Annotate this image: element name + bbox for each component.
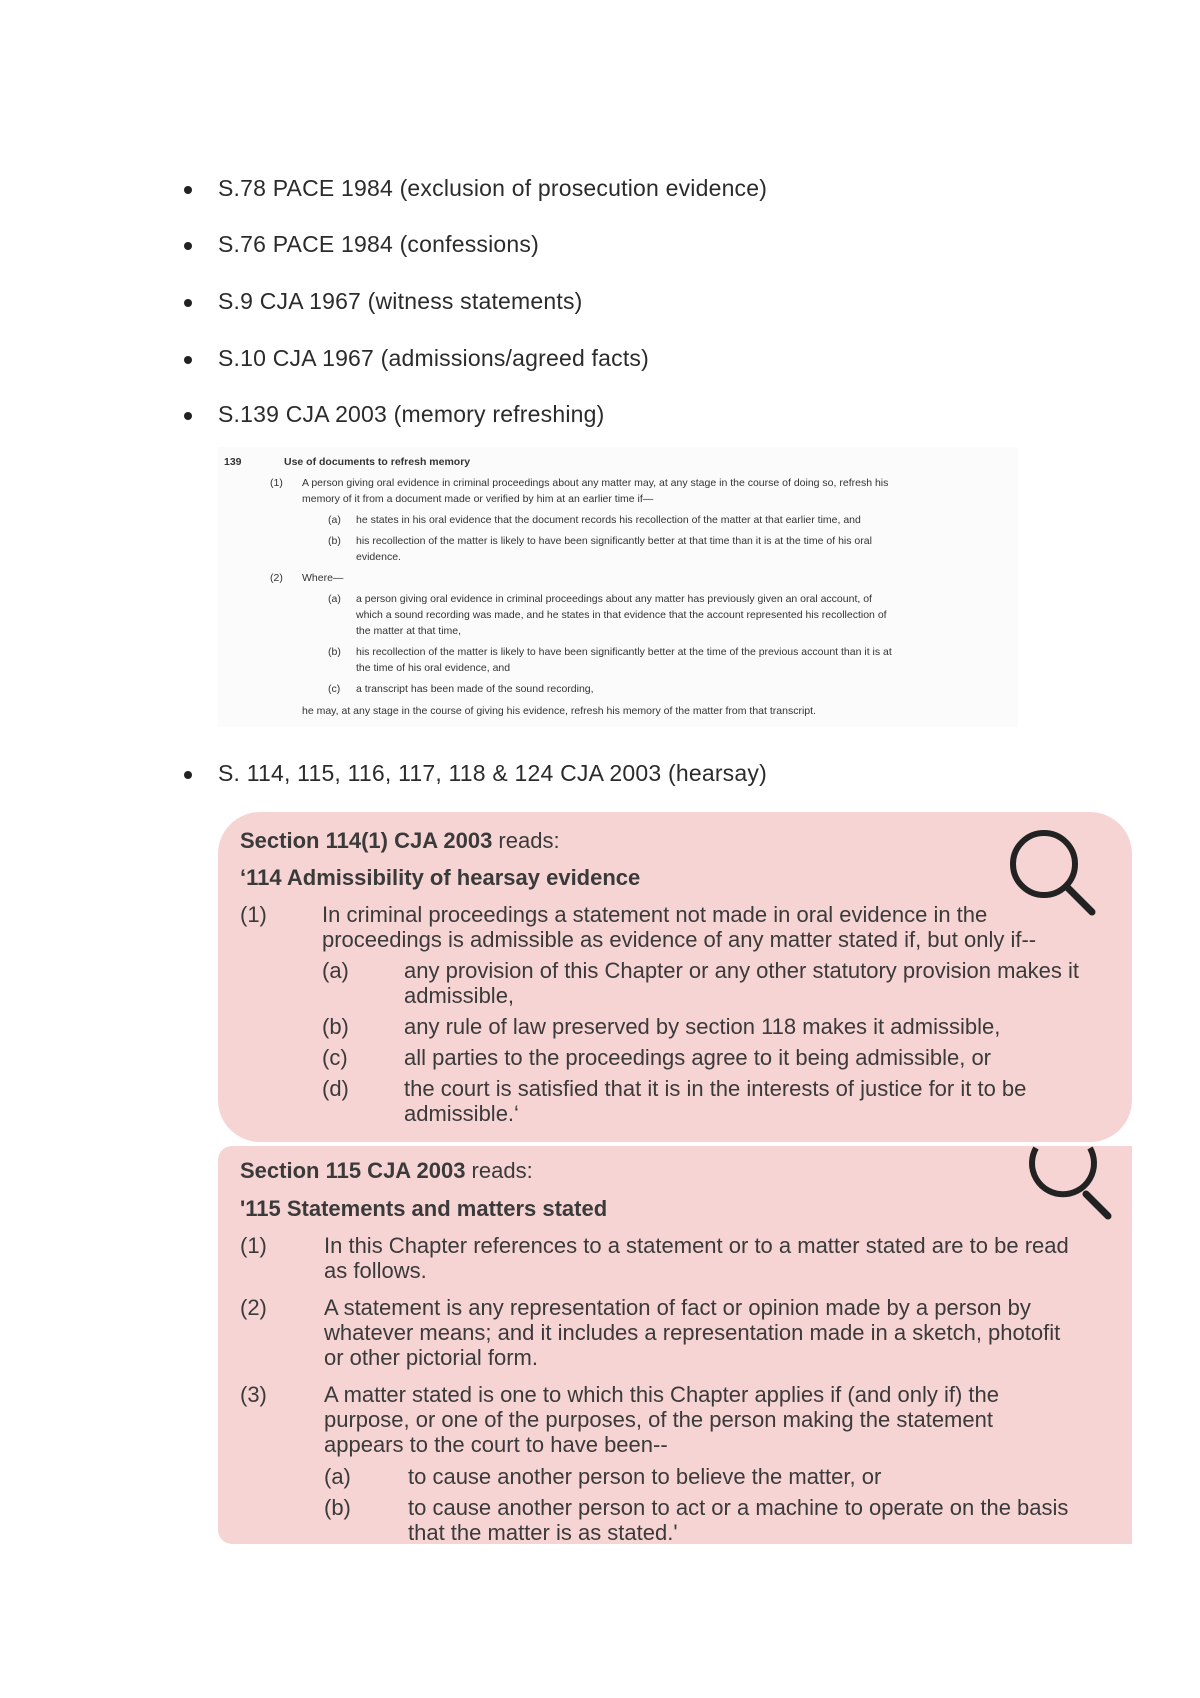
sub-text: the court is satisfied that it is in the interests of justice for it to be xyxy=(404,1076,1027,1101)
sub-text: which a sound recording was made, and he states in that evidence that the account represented his recollection of xyxy=(356,609,887,621)
list-item xyxy=(218,345,649,372)
para-text: A person giving oral evidence in criminal proceedings about any matter may, at any stage in the course of doing so, refresh his xyxy=(302,477,889,489)
sub-text: admissible, xyxy=(404,983,515,1008)
sub-text: any rule of law preserved by section 118 makes it admissible, xyxy=(404,1014,1001,1039)
bullet-dot xyxy=(184,412,192,420)
list-item xyxy=(218,231,539,258)
sub-number: (d) xyxy=(322,1076,349,1101)
para-text: or other pictorial form. xyxy=(324,1345,538,1370)
bullet-text: S.139 CJA 2003 (memory refreshing) xyxy=(218,401,605,427)
box-title: '115 Statements and matters stated xyxy=(240,1196,608,1221)
sub-text: that the matter is as stated.' xyxy=(408,1520,678,1545)
para-number: (2) xyxy=(240,1295,267,1320)
box-title: ‘114 Admissibility of hearsay evidence xyxy=(240,865,641,890)
section-115-box xyxy=(218,1146,1132,1544)
closing-text: he may, at any stage in the course of giving his evidence, refresh his memory of the matter from that transcript. xyxy=(302,705,816,717)
intro-rest: reads: xyxy=(465,1158,533,1183)
para-text: as follows. xyxy=(324,1258,427,1283)
box-intro xyxy=(240,1158,533,1183)
para-text: appears to the court to have been-- xyxy=(324,1432,668,1457)
section-114-box xyxy=(218,812,1132,1142)
sub-text: a transcript has been made of the sound recording, xyxy=(356,683,594,695)
sub-number: (b) xyxy=(328,535,341,547)
bullet-dot xyxy=(184,299,192,307)
section-heading: Use of documents to refresh memory xyxy=(284,456,471,468)
bullet-text: S.78 PACE 1984 (exclusion of prosecution evidence) xyxy=(218,175,768,201)
sub-text: the time of his oral evidence, and xyxy=(356,662,511,674)
para-text: memory of it from a document made or verified by him at an earlier time if— xyxy=(302,493,654,505)
sub-text: to cause another person to act or a machine to operate on the basis xyxy=(408,1495,1069,1520)
bullet-dot xyxy=(184,771,192,779)
sub-number: (b) xyxy=(322,1014,349,1039)
sub-text: evidence. xyxy=(356,551,401,563)
list-item xyxy=(218,401,604,428)
section-139-excerpt xyxy=(218,447,1018,727)
para-text: A matter stated is one to which this Chapter applies if (and only if) the xyxy=(324,1382,1000,1407)
magnifier-icon xyxy=(1006,826,1102,922)
para-text: whatever means; and it includes a representation made in a sketch, photofit xyxy=(324,1320,1061,1345)
intro-bold: Section 115 CJA 2003 xyxy=(240,1158,466,1183)
para-number: (1) xyxy=(240,902,267,927)
para-text: Where— xyxy=(302,572,344,584)
list-item xyxy=(218,288,583,315)
sub-text: all parties to the proceedings agree to it being admissible, or xyxy=(404,1045,992,1070)
sub-number: (a) xyxy=(328,514,341,526)
list-item xyxy=(218,175,767,202)
sub-number: (b) xyxy=(324,1495,351,1520)
intro-rest: reads: xyxy=(492,828,560,853)
bullet-text: S.76 PACE 1984 (confessions) xyxy=(218,231,539,257)
bullet-dot xyxy=(184,186,192,194)
para-text: In this Chapter references to a statement or to a matter stated are to be read xyxy=(324,1233,1069,1258)
sub-text: he states in his oral evidence that the document records his recollection of the matter at that earlier time, and xyxy=(356,514,861,526)
para-number: (3) xyxy=(240,1382,267,1407)
bullet-text: S.9 CJA 1967 (witness statements) xyxy=(218,288,583,314)
sub-number: (a) xyxy=(328,593,341,605)
sub-text: the matter at that time, xyxy=(356,625,462,637)
bullet-text: S.10 CJA 1967 (admissions/agreed facts) xyxy=(218,345,649,371)
sub-text: his recollection of the matter is likely to have been significantly better at that time than it is at the time of his oral xyxy=(356,535,872,547)
sub-text: to cause another person to believe the matter, or xyxy=(408,1464,882,1489)
para-number: (2) xyxy=(270,572,283,584)
box-intro xyxy=(240,828,560,853)
sub-text: his recollection of the matter is likely to have been significantly better at the time of the previous account than it is at xyxy=(356,646,892,658)
para-text: In criminal proceedings a statement not made in oral evidence in the xyxy=(322,902,988,927)
sub-number: (c) xyxy=(322,1045,348,1070)
sub-text: a person giving oral evidence in criminal proceedings about any matter has previously given an oral account, of xyxy=(356,593,872,605)
sub-number: (c) xyxy=(328,683,341,695)
para-text: proceedings is admissible as evidence of any matter stated if, but only if-- xyxy=(322,927,1037,952)
sub-number: (a) xyxy=(322,958,349,983)
sub-number: (b) xyxy=(328,646,341,658)
sub-text: admissible.‘ xyxy=(404,1101,519,1126)
magnifier-icon xyxy=(1024,1142,1114,1224)
sub-text: any provision of this Chapter or any other statutory provision makes it xyxy=(404,958,1079,983)
para-number: (1) xyxy=(270,477,283,489)
bullet-dot xyxy=(184,356,192,364)
para-number: (1) xyxy=(240,1233,267,1258)
bullet-dot xyxy=(184,242,192,250)
para-text: purpose, or one of the purposes, of the person making the statement xyxy=(324,1407,993,1432)
list-item xyxy=(218,760,767,787)
section-number: 139 xyxy=(224,456,242,468)
para-text: A statement is any representation of fact or opinion made by a person by xyxy=(324,1295,1031,1320)
sub-number: (a) xyxy=(324,1464,351,1489)
bullet-text: S. 114, 115, 116, 117, 118 & 124 CJA 2003 (hearsay) xyxy=(218,760,767,786)
intro-bold: Section 114(1) CJA 2003 xyxy=(240,828,493,853)
